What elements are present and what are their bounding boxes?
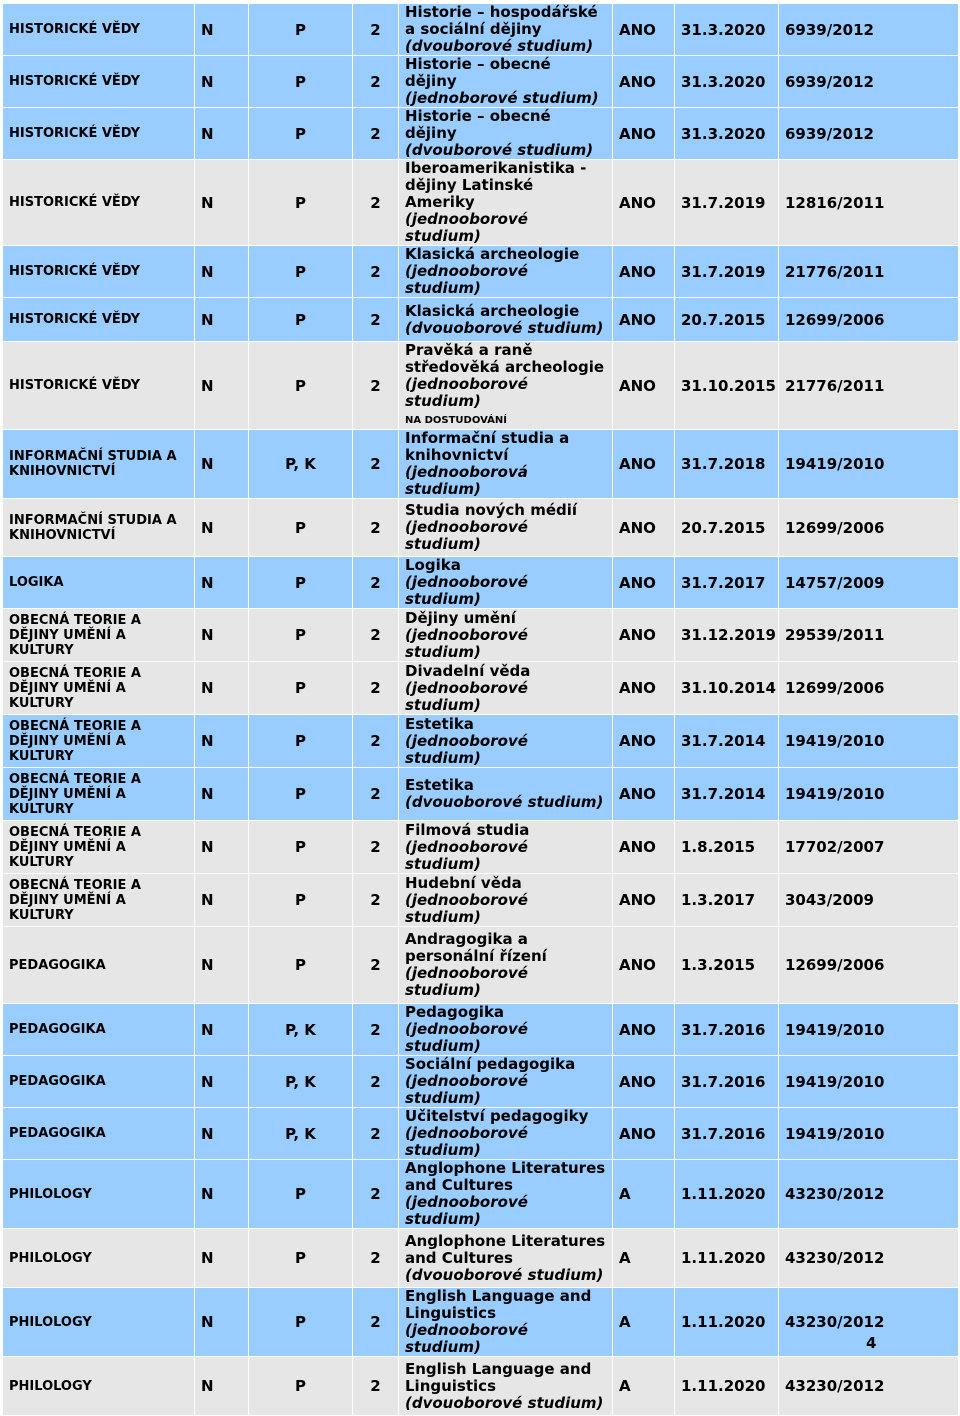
programme-name: Logika — [405, 556, 461, 574]
table-row — [3, 56, 959, 108]
valid-until-cell: 1.8.2015 — [675, 821, 779, 874]
accredited-cell: ANO — [613, 298, 675, 342]
programme-cell — [399, 821, 613, 874]
length-cell: 2 — [353, 1160, 399, 1229]
form-cell: N — [195, 1108, 249, 1160]
type-cell: P — [249, 1357, 353, 1416]
study-mode: (jednooborové studium) — [405, 1321, 528, 1356]
study-mode: (jednooborové studium) — [405, 1124, 528, 1159]
length-cell: 2 — [353, 160, 399, 246]
reference-cell: 12816/2011 — [779, 160, 959, 246]
field-cell: PHILOLOGY — [3, 1288, 195, 1357]
reference-cell: 6939/2012 — [779, 4, 959, 56]
programme-cell — [399, 108, 613, 160]
length-cell: 2 — [353, 430, 399, 499]
programme-name: Iberoamerikanistika - dějiny Latinské Ameriky — [405, 159, 587, 211]
type-cell: P — [249, 662, 353, 715]
programme-name: Klasická archeologie — [405, 245, 580, 263]
study-mode: (jednooborové studium) — [405, 964, 528, 999]
programme-name: Hudební věda — [405, 873, 522, 892]
field-cell: PEDAGOGIKA — [3, 1004, 195, 1056]
field-cell: PEDAGOGIKA — [3, 927, 195, 1004]
programme-cell — [399, 927, 613, 1004]
length-cell: 2 — [353, 499, 399, 557]
length-cell: 2 — [353, 874, 399, 927]
programme-name: Historie – obecné dějiny — [405, 55, 551, 90]
type-cell: P — [249, 4, 353, 56]
length-cell: 2 — [353, 4, 399, 56]
accredited-cell: ANO — [613, 768, 675, 821]
valid-until-cell: 1.11.2020 — [675, 1357, 779, 1416]
form-cell: N — [195, 1357, 249, 1416]
length-cell: 2 — [353, 298, 399, 342]
table-row — [3, 160, 959, 246]
accredited-cell: A — [613, 1357, 675, 1416]
field-cell: PHILOLOGY — [3, 1357, 195, 1416]
reference-cell: 6939/2012 — [779, 108, 959, 160]
valid-until-cell: 31.7.2016 — [675, 1004, 779, 1056]
reference-cell: 19419/2010 — [779, 430, 959, 499]
accredited-cell: ANO — [613, 160, 675, 246]
reference-cell: 21776/2011 — [779, 342, 959, 430]
accredited-cell: ANO — [613, 246, 675, 298]
study-mode: (dvouoborové studium) — [405, 1265, 604, 1284]
accredited-cell: ANO — [613, 430, 675, 499]
type-cell: P — [249, 557, 353, 609]
reference-cell: 19419/2010 — [779, 715, 959, 768]
table-row — [3, 609, 959, 662]
table-row — [3, 1160, 959, 1229]
type-cell: P, K — [249, 1108, 353, 1160]
length-cell: 2 — [353, 927, 399, 1004]
valid-until-cell: 1.11.2020 — [675, 1160, 779, 1229]
type-cell: P — [249, 821, 353, 874]
field-cell: PHILOLOGY — [3, 1229, 195, 1288]
form-cell: N — [195, 160, 249, 246]
accredited-cell: ANO — [613, 499, 675, 557]
valid-until-cell: 31.7.2014 — [675, 715, 779, 768]
reference-cell: 19419/2010 — [779, 768, 959, 821]
study-mode: (dvouborové studium) — [405, 37, 594, 55]
type-cell: P — [249, 342, 353, 430]
reference-cell: 12699/2006 — [779, 499, 959, 557]
valid-until-cell: 31.7.2019 — [675, 246, 779, 298]
programme-name: Anglophone Literatures and Cultures — [405, 1231, 606, 1267]
field-cell: LOGIKA — [3, 557, 195, 609]
type-cell: P — [249, 927, 353, 1004]
study-mode: (jednoborové studium) — [405, 89, 599, 107]
form-cell: N — [195, 342, 249, 430]
table-row — [3, 1108, 959, 1160]
field-cell: OBECNÁ TEORIE A DĚJINY UMĚNÍ A KULTURY — [3, 874, 195, 927]
programme-name: Estetika — [405, 776, 474, 794]
programme-name: Klasická archeologie — [405, 301, 580, 320]
length-cell: 2 — [353, 1229, 399, 1288]
study-mode: (dvouborové studium) — [405, 141, 594, 159]
reference-cell: 43230/2012 — [779, 1160, 959, 1229]
field-cell: PEDAGOGIKA — [3, 1108, 195, 1160]
study-mode: (jednooborové studium) — [405, 262, 528, 297]
valid-until-cell: 31.10.2015 — [675, 342, 779, 430]
accredited-cell: ANO — [613, 342, 675, 430]
study-mode: (jednooborové studium) — [405, 837, 528, 873]
table-row — [3, 662, 959, 715]
programme-cell — [399, 1229, 613, 1288]
programme-name: Anglophone Literatures and Cultures — [405, 1159, 606, 1194]
length-cell: 2 — [353, 1288, 399, 1357]
length-cell: 2 — [353, 56, 399, 108]
form-cell: N — [195, 821, 249, 874]
table-row — [3, 1229, 959, 1288]
valid-until-cell: 31.7.2018 — [675, 430, 779, 499]
accredited-cell: A — [613, 1288, 675, 1357]
study-mode: (jednooborové studium) — [405, 210, 528, 245]
page-number: 4 — [866, 1334, 877, 1352]
study-mode: (dvouoborové studium) — [405, 793, 604, 811]
length-cell: 2 — [353, 557, 399, 609]
programme-cell — [399, 1056, 613, 1108]
length-cell: 2 — [353, 715, 399, 768]
field-cell: HISTORICKÉ VĚDY — [3, 4, 195, 56]
valid-until-cell: 20.7.2015 — [675, 499, 779, 557]
valid-until-cell: 20.7.2015 — [675, 298, 779, 342]
table-body — [3, 4, 959, 1416]
length-cell: 2 — [353, 246, 399, 298]
programme-cell — [399, 557, 613, 609]
table-row — [3, 768, 959, 821]
form-cell: N — [195, 1004, 249, 1056]
table-row — [3, 1004, 959, 1056]
accredited-cell: A — [613, 1160, 675, 1229]
programme-cell — [399, 1288, 613, 1357]
type-cell: P — [249, 1229, 353, 1288]
programme-cell — [399, 430, 613, 499]
valid-until-cell: 31.3.2020 — [675, 4, 779, 56]
length-cell: 2 — [353, 1056, 399, 1108]
form-cell: N — [195, 246, 249, 298]
accredited-cell: ANO — [613, 662, 675, 715]
programme-cell — [399, 1108, 613, 1160]
programme-cell — [399, 662, 613, 715]
accredited-cell: ANO — [613, 609, 675, 662]
table-row — [3, 1056, 959, 1108]
reference-cell: 43230/2012 — [779, 1357, 959, 1416]
field-cell: HISTORICKÉ VĚDY — [3, 160, 195, 246]
study-mode: (jednooborové studium) — [405, 573, 528, 608]
valid-until-cell: 1.3.2017 — [675, 874, 779, 927]
form-cell: N — [195, 768, 249, 821]
form-cell: N — [195, 609, 249, 662]
programme-name: Dějiny umění — [405, 608, 516, 627]
table-row — [3, 430, 959, 499]
type-cell: P — [249, 874, 353, 927]
programme-cell — [399, 4, 613, 56]
valid-until-cell: 1.3.2015 — [675, 927, 779, 1004]
form-cell: N — [195, 499, 249, 557]
type-cell: P — [249, 715, 353, 768]
table-row — [3, 927, 959, 1004]
type-cell: P — [249, 298, 353, 342]
type-cell: P, K — [249, 430, 353, 499]
length-cell: 2 — [353, 768, 399, 821]
programme-cell — [399, 246, 613, 298]
type-cell: P — [249, 499, 353, 557]
programme-name: Informační studia a knihovnictví — [405, 429, 570, 464]
study-mode: (jednooborové studium) — [405, 375, 528, 410]
reference-cell: 21776/2011 — [779, 246, 959, 298]
type-cell: P — [249, 1288, 353, 1357]
field-cell: INFORMAČNÍ STUDIA A KNIHOVNICTVÍ — [3, 430, 195, 499]
study-mode: (jednooborové studium) — [405, 890, 528, 926]
valid-until-cell: 31.3.2020 — [675, 108, 779, 160]
programme-name: Historie – hospodářské a sociální dějiny — [405, 3, 598, 38]
type-cell: P — [249, 768, 353, 821]
accredited-cell: ANO — [613, 108, 675, 160]
length-cell: 2 — [353, 1357, 399, 1416]
length-cell: 2 — [353, 1108, 399, 1160]
form-cell: N — [195, 298, 249, 342]
accredited-cell: ANO — [613, 557, 675, 609]
study-programmes-table — [2, 3, 959, 1416]
accredited-cell: ANO — [613, 874, 675, 927]
valid-until-cell: 31.7.2019 — [675, 160, 779, 246]
study-mode: (dvouoborové studium) — [405, 1393, 604, 1412]
study-mode: (jednooborové studium) — [405, 1020, 528, 1055]
length-cell: 2 — [353, 662, 399, 715]
accredited-cell: ANO — [613, 821, 675, 874]
accredited-cell: ANO — [613, 715, 675, 768]
programme-cell — [399, 874, 613, 927]
table-row — [3, 4, 959, 56]
study-mode: (dvouoborové studium) — [405, 318, 604, 337]
reference-cell: 17702/2007 — [779, 821, 959, 874]
programme-cell — [399, 715, 613, 768]
form-cell: N — [195, 56, 249, 108]
field-cell: OBECNÁ TEORIE A DĚJINY UMĚNÍ A KULTURY — [3, 821, 195, 874]
reference-cell: 6939/2012 — [779, 56, 959, 108]
type-cell: P — [249, 1160, 353, 1229]
field-cell: OBECNÁ TEORIE A DĚJINY UMĚNÍ A KULTURY — [3, 662, 195, 715]
field-cell: HISTORICKÉ VĚDY — [3, 298, 195, 342]
programme-name: Andragogika a personální řízení — [405, 930, 547, 965]
form-cell: N — [195, 430, 249, 499]
programme-cell — [399, 1004, 613, 1056]
form-cell: N — [195, 662, 249, 715]
field-cell: INFORMAČNÍ STUDIA A KNIHOVNICTVÍ — [3, 499, 195, 557]
programme-cell — [399, 298, 613, 342]
type-cell: P — [249, 108, 353, 160]
study-mode: (jednooborové studium) — [405, 678, 528, 714]
programme-cell — [399, 1357, 613, 1416]
field-cell: PEDAGOGIKA — [3, 1056, 195, 1108]
valid-until-cell: 1.11.2020 — [675, 1229, 779, 1288]
form-cell: N — [195, 4, 249, 56]
type-cell: P — [249, 246, 353, 298]
field-cell: OBECNÁ TEORIE A DĚJINY UMĚNÍ A KULTURY — [3, 609, 195, 662]
form-cell: N — [195, 108, 249, 160]
form-cell: N — [195, 715, 249, 768]
valid-until-cell: 31.7.2016 — [675, 1108, 779, 1160]
programme-cell — [399, 609, 613, 662]
accredited-cell: ANO — [613, 1004, 675, 1056]
reference-cell: 19419/2010 — [779, 1056, 959, 1108]
accredited-cell: ANO — [613, 56, 675, 108]
length-cell: 2 — [353, 108, 399, 160]
programme-name: Pedagogika — [405, 1003, 505, 1021]
field-cell: OBECNÁ TEORIE A DĚJINY UMĚNÍ A KULTURY — [3, 768, 195, 821]
valid-until-cell: 31.10.2014 — [675, 662, 779, 715]
valid-until-cell: 31.3.2020 — [675, 56, 779, 108]
table-row — [3, 715, 959, 768]
valid-until-cell: 31.12.2019 — [675, 609, 779, 662]
field-cell: HISTORICKÉ VĚDY — [3, 246, 195, 298]
table-row — [3, 246, 959, 298]
valid-until-cell: 31.7.2014 — [675, 768, 779, 821]
form-cell: N — [195, 1229, 249, 1288]
study-mode: (jednooborové studium) — [405, 1193, 528, 1228]
reference-cell: 19419/2010 — [779, 1004, 959, 1056]
table-row — [3, 298, 959, 342]
form-cell: N — [195, 874, 249, 927]
programme-name: English Language and Linguistics — [405, 1359, 592, 1395]
table-row — [3, 342, 959, 430]
table-row — [3, 557, 959, 609]
study-mode: (jednooborová studium) — [405, 463, 528, 498]
length-cell: 2 — [353, 609, 399, 662]
programme-cell — [399, 342, 613, 430]
programme-cell — [399, 160, 613, 246]
programme-cell — [399, 499, 613, 557]
reference-cell: 43230/2012 — [779, 1288, 959, 1357]
reference-cell: 19419/2010 — [779, 1108, 959, 1160]
accredited-cell: ANO — [613, 927, 675, 1004]
reference-cell: 12699/2006 — [779, 662, 959, 715]
table-row — [3, 1357, 959, 1416]
reference-cell: 29539/2011 — [779, 609, 959, 662]
form-cell: N — [195, 927, 249, 1004]
programme-name: Studia nových médií — [405, 501, 578, 519]
valid-until-cell: 31.7.2017 — [675, 557, 779, 609]
reference-cell: 14757/2009 — [779, 557, 959, 609]
study-mode: (jednooborové studium) — [405, 625, 528, 661]
programme-cell — [399, 56, 613, 108]
programme-note: NA DOSTUDOVÁNÍ — [405, 415, 507, 426]
accredited-cell: ANO — [613, 1108, 675, 1160]
programme-cell — [399, 768, 613, 821]
accredited-cell: A — [613, 1229, 675, 1288]
programme-name: Učitelství pedagogiky — [405, 1107, 589, 1125]
form-cell: N — [195, 557, 249, 609]
table-row — [3, 821, 959, 874]
programme-cell — [399, 1160, 613, 1229]
reference-cell: 12699/2006 — [779, 927, 959, 1004]
field-cell: PHILOLOGY — [3, 1160, 195, 1229]
table-row — [3, 108, 959, 160]
type-cell: P — [249, 609, 353, 662]
study-mode: (jednooborové studium) — [405, 731, 528, 767]
programme-name: Estetika — [405, 714, 474, 733]
form-cell: N — [195, 1288, 249, 1357]
table-row — [3, 874, 959, 927]
form-cell: N — [195, 1160, 249, 1229]
accredited-cell: ANO — [613, 1056, 675, 1108]
programme-name: Sociální pedagogika — [405, 1055, 576, 1073]
field-cell: HISTORICKÉ VĚDY — [3, 56, 195, 108]
accredited-cell: ANO — [613, 4, 675, 56]
programme-name: Divadelní věda — [405, 661, 531, 680]
form-cell: N — [195, 1056, 249, 1108]
type-cell: P — [249, 56, 353, 108]
reference-cell: 12699/2006 — [779, 298, 959, 342]
length-cell: 2 — [353, 821, 399, 874]
programme-name: English Language and Linguistics — [405, 1287, 592, 1322]
field-cell: HISTORICKÉ VĚDY — [3, 108, 195, 160]
reference-cell: 43230/2012 — [779, 1229, 959, 1288]
programme-name: Pravěká a raně středověká archeologie — [405, 341, 605, 376]
table-row — [3, 1288, 959, 1357]
valid-until-cell: 31.7.2016 — [675, 1056, 779, 1108]
field-cell: OBECNÁ TEORIE A DĚJINY UMĚNÍ A KULTURY — [3, 715, 195, 768]
study-mode: (jednooborové studium) — [405, 518, 528, 553]
programme-name: Filmová studia — [405, 820, 530, 839]
reference-cell: 3043/2009 — [779, 874, 959, 927]
field-cell: HISTORICKÉ VĚDY — [3, 342, 195, 430]
length-cell: 2 — [353, 342, 399, 430]
type-cell: P, K — [249, 1056, 353, 1108]
study-mode: (jednooborové studium) — [405, 1072, 528, 1107]
length-cell: 2 — [353, 1004, 399, 1056]
valid-until-cell: 1.11.2020 — [675, 1288, 779, 1357]
type-cell: P — [249, 160, 353, 246]
type-cell: P, K — [249, 1004, 353, 1056]
table-row — [3, 499, 959, 557]
programme-name: Historie – obecné dějiny — [405, 107, 551, 142]
